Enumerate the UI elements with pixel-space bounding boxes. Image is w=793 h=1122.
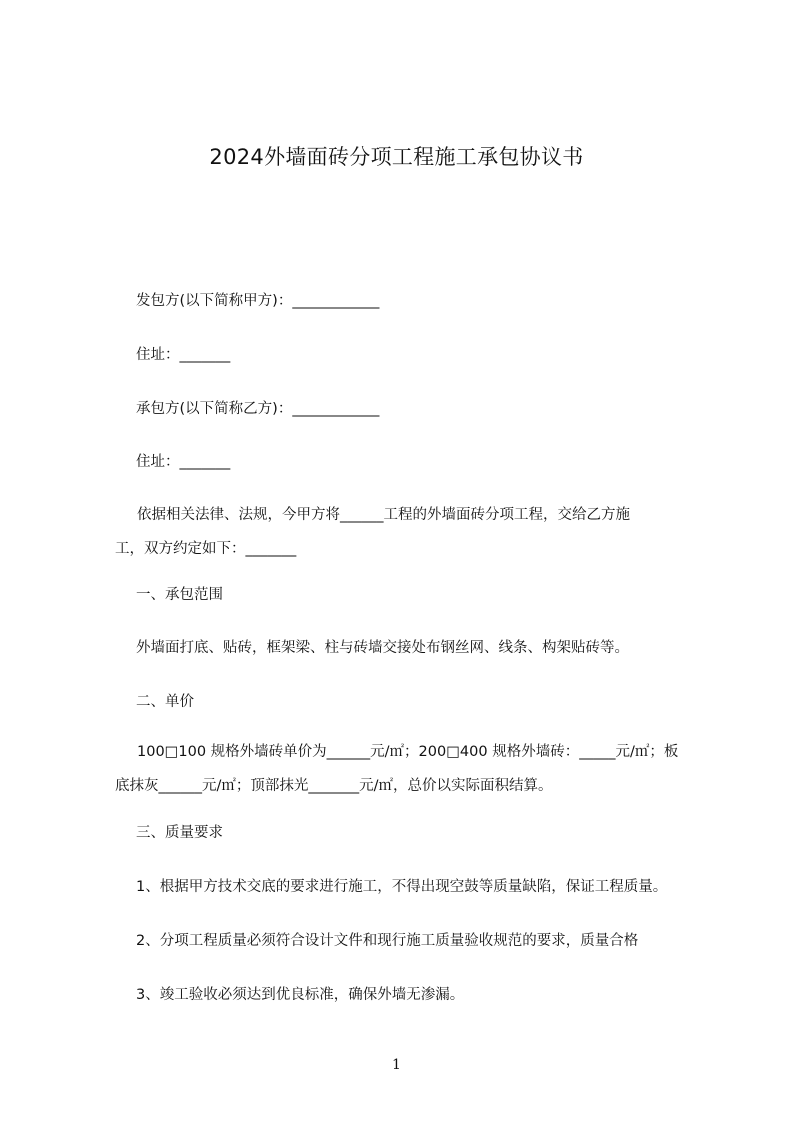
section-1-heading: 一、承包范围 <box>136 587 223 603</box>
section-3-item-1: 1、根据甲方技术交底的要求进行施工，不得出现空鼓等质量缺陷，保证工程质量。 <box>136 879 668 895</box>
page-number: 1 <box>392 1057 401 1073</box>
section-2-paragraph <box>115 735 715 803</box>
section-2-heading: 二、单价 <box>136 694 194 710</box>
intro-line-2: 工，双方约定如下：_______ <box>115 541 297 557</box>
document-title: 2024外墙面砖分项工程施工承包协议书 <box>209 145 584 169</box>
intro-paragraph <box>115 498 715 566</box>
party-b-address-line: 住址：_______ <box>136 454 231 470</box>
intro-line-1: 依据相关法律、法规，今甲方将______工程的外墙面砖分项工程，交给乙方施 <box>137 507 630 523</box>
section-2-line-2: 底抹灰______元/㎡；顶部抹光_______元/㎡，总价以实际面积结算。 <box>115 778 553 794</box>
section-1-body: 外墙面打底、贴砖，框架梁、柱与砖墙交接处布钢丝网、线条、构架贴砖等。 <box>136 640 629 656</box>
section-3-item-3: 3、竣工验收必须达到优良标准，确保外墙无渗漏。 <box>136 987 465 1003</box>
party-a-address-line: 住址：_______ <box>136 347 231 363</box>
party-a-line: 发包方(以下简称甲方)：____________ <box>136 293 380 309</box>
section-3-heading: 三、质量要求 <box>136 825 223 841</box>
party-b-line: 承包方(以下简称乙方)：____________ <box>136 401 380 417</box>
section-3-item-2: 2、分项工程质量必须符合设计文件和现行施工质量验收规范的要求，质量合格 <box>136 933 639 949</box>
section-2-line-1: 100□100 规格外墙砖单价为______元/㎡；200□400 规格外墙砖：_____元/㎡；板 <box>137 744 679 760</box>
